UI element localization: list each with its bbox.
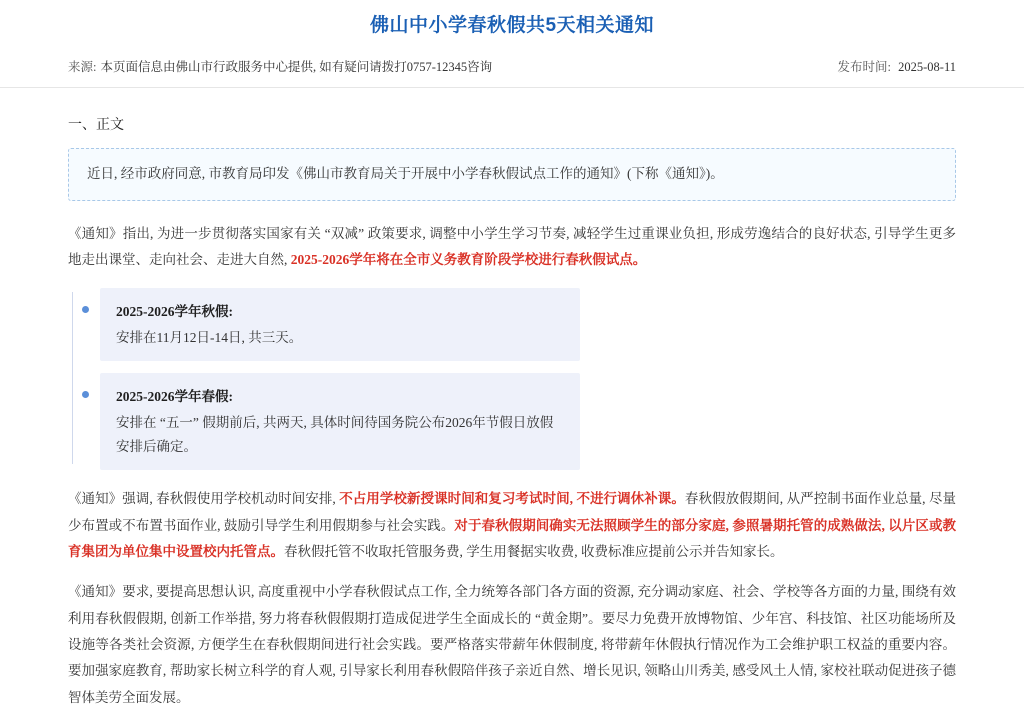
publish-label: 发布时间: <box>837 60 891 74</box>
page-title: 佛山中小学春秋假共5天相关通知 <box>369 15 655 36</box>
paragraph-two-text-b: 春秋假放假期间, 从严控制书面作业总量, 尽量少布置或不布置书面作业, 鼓励引导学生利用假期参与社会实践。 <box>68 491 957 533</box>
note-text: 安排在11月12日-14日, 共三天。 <box>116 329 303 345</box>
note-text: 安排在 “五一” 假期前后, 共两天, 具体时间待国务院公布2026年节假日放假安排后确定。 <box>116 415 554 454</box>
publish-value: 2025-08-11 <box>898 60 956 74</box>
paragraph-one-text: 《通知》指出, 为进一步贯彻落实国家有关 “双减” 政策要求, 调整中小学生学习节奏, 减轻学生过重课业负担, 形成劳逸结合的良好状态, 引导学生更多地走出课堂、走向社会、走进大自然, <box>68 225 956 268</box>
source-label: 来源: <box>68 60 97 74</box>
paragraph-one-highlight: 2025-2026学年将在全市义务教育阶段学校进行春秋假试点。 <box>290 252 647 268</box>
source-value: 本页面信息由佛山市行政服务中心提供, 如有疑问请拨打0757-12345咨询 <box>100 60 493 74</box>
note-title: 2025-2026学年秋假: <box>116 303 233 319</box>
paragraph-two-text-c: 春秋假托管不收取托管服务费, 学生用餐据实收费, 收费标准应提前公示并告知家长。 <box>284 544 784 560</box>
list-item <box>100 373 580 470</box>
note-title: 2025-2026学年春假: <box>116 389 233 405</box>
paragraph-two-text-a: 《通知》强调, 春秋假使用学校机动时间安排, <box>68 491 340 507</box>
paragraph-two <box>68 486 956 565</box>
document-body <box>0 114 1024 707</box>
paragraph-two-highlight-b: 对于春秋假期间确实无法照顾学生的部分家庭, 参照暑期托管的成熟做法, 以片区或教育集团为单位集中设置校内托管点。 <box>68 517 957 560</box>
lower-paragraphs <box>68 486 956 707</box>
notes-list <box>68 288 956 471</box>
publish-info <box>838 57 956 75</box>
source-info <box>68 57 492 75</box>
meta-bar <box>0 43 1024 88</box>
section-heading: 一、正文 <box>68 118 124 133</box>
paragraph-one <box>68 221 956 274</box>
list-item <box>100 288 580 362</box>
paragraph-two-highlight-a: 不占用学校新授课时间和复习考试时间, 不进行调休补课。 <box>339 491 685 507</box>
paragraph-three: 《通知》要求, 要提高思想认识, 高度重视中小学春秋假试点工作, 全力统筹各部门各方面的资源, 充分调动家庭、社会、学校等各方面的力量, 围绕有效利用春秋假假期, 创新工作举措, 努力将春秋假假期打造成促进学生全面成长的 “黄金期”。要尽力免费开放博物馆、少年宫、科技馆、社区功能场所及设施等各类社会资源, 方便学生在春秋假期间进行社会实践。要严格落实带薪年休假制度, 将带薪年休假执行情况作为工会维护职工权益的重要内容。要加强家庭教育, 帮助家长树立科学的育人观, 引导家长利用春秋假陪伴孩子亲近自然、增长见识, 领略山川秀美, 感受风土人情, 家校社联动促进孩子德智体美劳全面发展。 <box>68 584 956 705</box>
callout-box: 近日, 经市政府同意, 市教育局印发《佛山市教育局关于开展中小学春秋假试点工作的通知》(下称《通知》)。 <box>68 148 956 201</box>
